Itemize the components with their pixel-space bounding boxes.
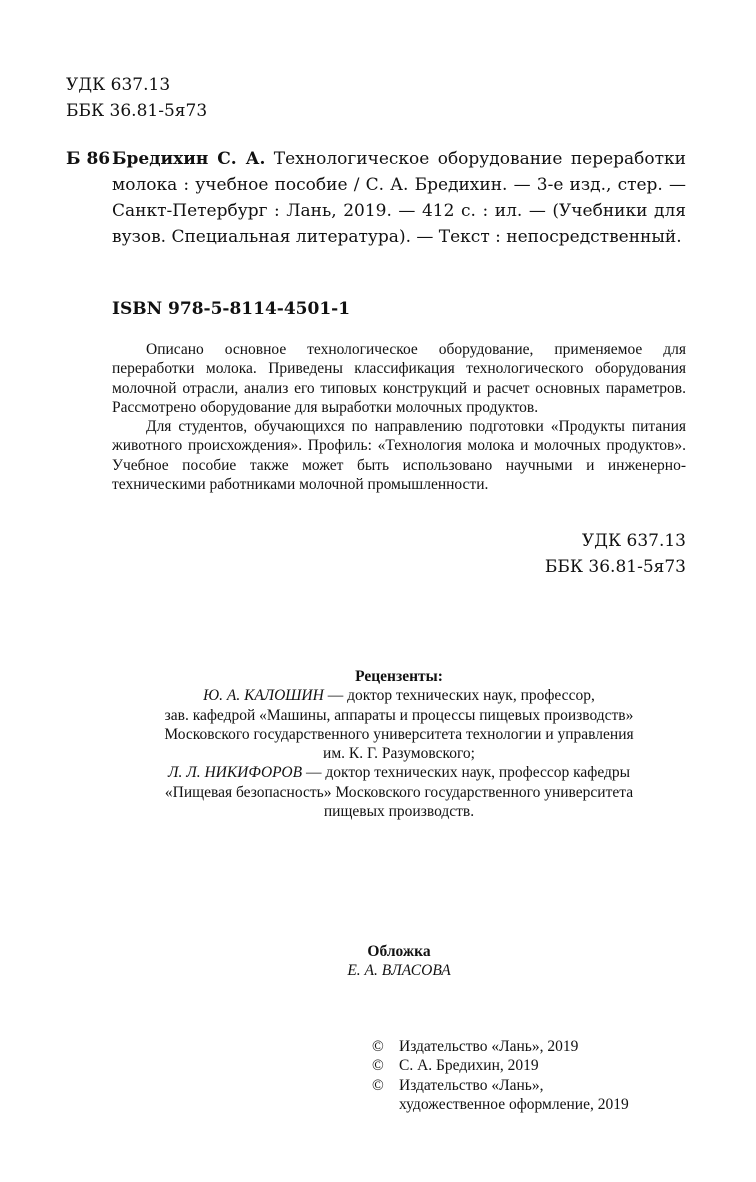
udk-code: УДК 637.13 [66,75,171,95]
copyright-line [372,1095,629,1114]
reviewer-2-affiliation: «Пищевая безопасность» Московского государственного университета [164,783,634,801]
reviewer-1-affiliation: зав. кафедрой «Машины, аппараты и процессы пищевых производств» [164,706,634,724]
author-cipher: Б 86 [66,149,111,169]
classification-codes-top [66,72,207,124]
bbk-code: ББК 36.81-5я73 [544,557,686,577]
copyright-line [372,1056,629,1075]
reviewer-1 [112,686,686,705]
copyright-icon: © [372,1057,384,1075]
udk-code: УДК 637.13 [581,531,686,551]
cover-heading: Обложка [367,943,431,960]
isbn: ISBN 978-5-8114-4501-1 [112,299,351,319]
reviewer-1-title: — доктор технических наук, профессор, [323,687,595,705]
reviewer-1-affiliation: Московского государственного университета технологии и управления [164,725,634,743]
copyright-icon: © [372,1076,384,1094]
copyright-text: Издательство «Лань», [399,1076,544,1094]
copyright-block [372,1037,629,1114]
author-name: Бредихин С. А. [112,149,266,169]
classification-codes-bottom [545,528,686,580]
copyright-line [372,1076,629,1095]
cover-designer: Е. А. ВЛАСОВА [347,962,451,980]
bbk-code: ББК 36.81-5я73 [66,101,208,121]
audience-paragraph: Для студентов, обучающихся по направлению подготовки «Продукты питания животного происхождения». Профиль: «Технология молока и молочных продуктов». Учебное пособие также может быть использовано научными и инженерно-техническими работниками молочной промышленности. [112,418,686,494]
cover-credit [112,942,686,981]
copyright-text: С. А. Бредихин, 2019 [399,1057,539,1075]
copyright-icon: © [372,1038,384,1055]
copyright-line [372,1037,629,1056]
reviewer-2-affiliation: пищевых производств. [323,803,475,821]
reviewer-2 [112,763,686,782]
reviewer-2-title: — доктор технических наук, профессор кафедры [302,764,631,782]
reviewers-block [112,667,686,821]
reviewers-heading: Рецензенты: [355,668,443,685]
title-description: Технологическое оборудование переработки молока : учебное пособие / С. А. Бредихин. — 3-е изд., стер. — Санкт-Петербург : Лань, 2019. — 412 с. : ил. — (Учебники для вузов. Специальная литература). — Текст : непосредственный. [112,149,687,247]
reviewer-2-name: Л. Л. НИКИФОРОВ [167,764,303,782]
reviewer-1-affiliation: им. К. Г. Разумовского; [323,745,475,763]
reviewer-1-name: Ю. А. КАЛОШИН [203,687,324,705]
copyright-text: художественное оформление, 2019 [399,1095,629,1113]
abstract [112,340,686,494]
abstract-paragraph: Описано основное технологическое оборудование, применяемое для переработки молока. Приведены классификация технологического оборудования молочной отрасли, анализ его типовых конструкций и расчет основных параметров. Рассмотрено оборудование для выработки молочных продуктов. [112,341,686,416]
bibliographic-description [112,146,686,250]
copyright-text: Издательство «Лань», 2019 [399,1038,579,1055]
